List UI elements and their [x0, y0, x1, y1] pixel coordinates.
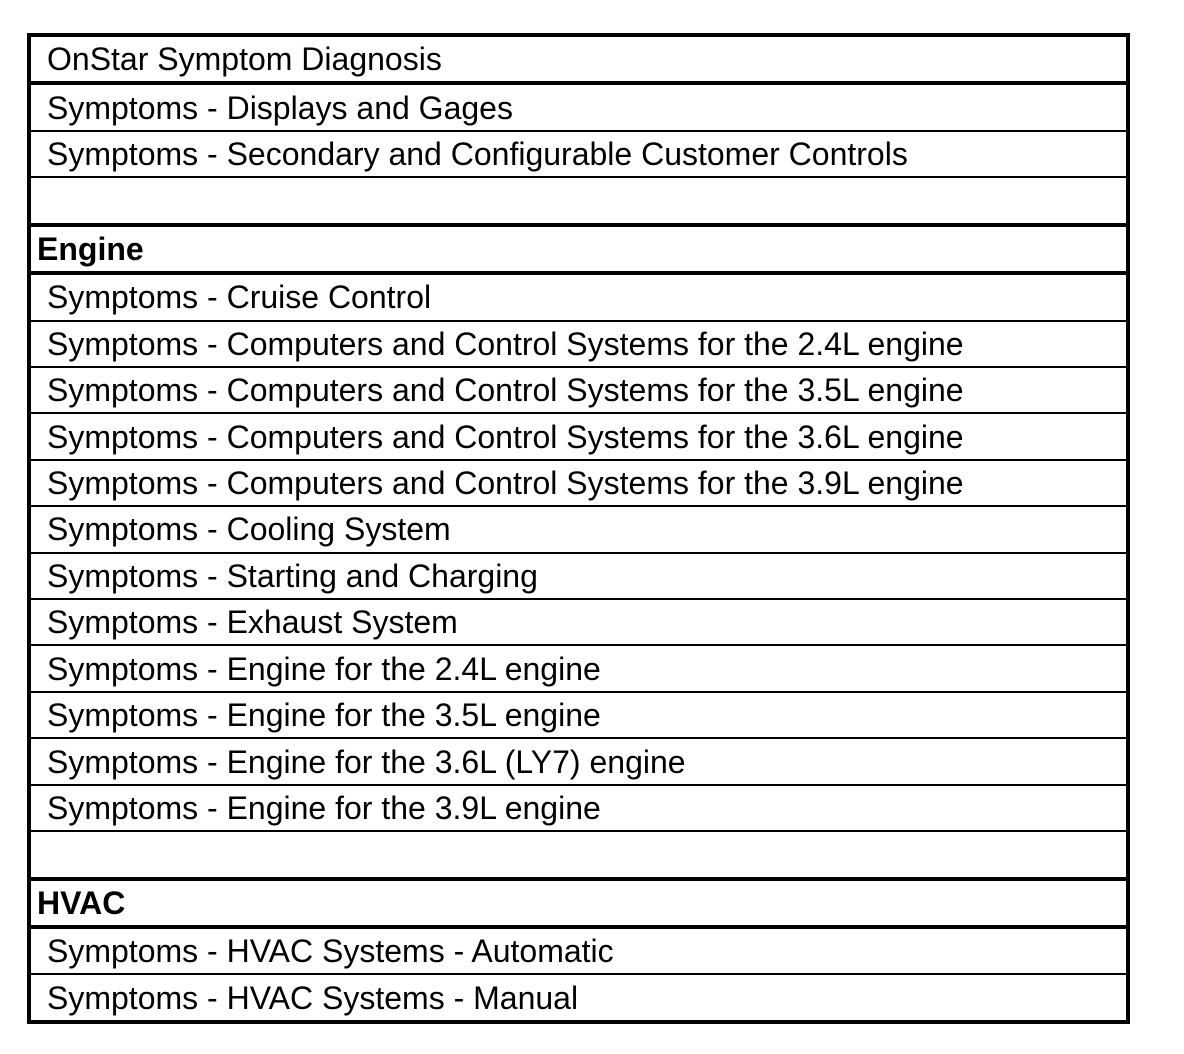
table-row[interactable]: Symptoms - Cooling System	[31, 507, 1126, 553]
symptom-index-table	[27, 33, 1130, 1024]
table-row[interactable]: Symptoms - Computers and Control Systems for the 3.5L engine	[31, 368, 1126, 414]
blank-row	[31, 832, 1126, 880]
table-row[interactable]: Symptoms - HVAC Systems - Manual	[47, 979, 579, 1016]
blank-row	[31, 178, 1126, 226]
table-row[interactable]: Symptoms - Engine for the 3.9L engine	[31, 786, 1126, 832]
table-row[interactable]: Symptoms - Secondary and Configurable Customer Controls	[31, 132, 1126, 178]
table-row[interactable]: Symptoms - Engine for the 3.5L engine	[31, 693, 1126, 739]
table-row[interactable]: Symptoms - Exhaust System	[31, 600, 1126, 646]
table-row[interactable]: Symptoms - Displays and Gages	[31, 85, 1126, 131]
table-row[interactable]: OnStar Symptom Diagnosis	[31, 37, 1126, 85]
section-heading-hvac: HVAC	[31, 881, 1126, 929]
table-row[interactable]: Symptoms - Cruise Control	[31, 275, 1126, 321]
table-row[interactable]: Symptoms - HVAC Systems - Automatic	[31, 929, 1126, 975]
table-row[interactable]: Symptoms - Starting and Charging	[31, 554, 1126, 600]
table-row[interactable]: Symptoms - Engine for the 2.4L engine	[31, 646, 1126, 692]
table-row[interactable]: Symptoms - Engine for the 3.6L (LY7) engine	[31, 739, 1126, 785]
section-heading-engine: Engine	[31, 227, 1126, 275]
table-row[interactable]: Symptoms - Computers and Control Systems for the 3.6L engine	[31, 414, 1126, 460]
table-row[interactable]: Symptoms - Computers and Control Systems for the 2.4L engine	[31, 322, 1126, 368]
table-row[interactable]: Symptoms - Computers and Control Systems for the 3.9L engine	[31, 461, 1126, 507]
